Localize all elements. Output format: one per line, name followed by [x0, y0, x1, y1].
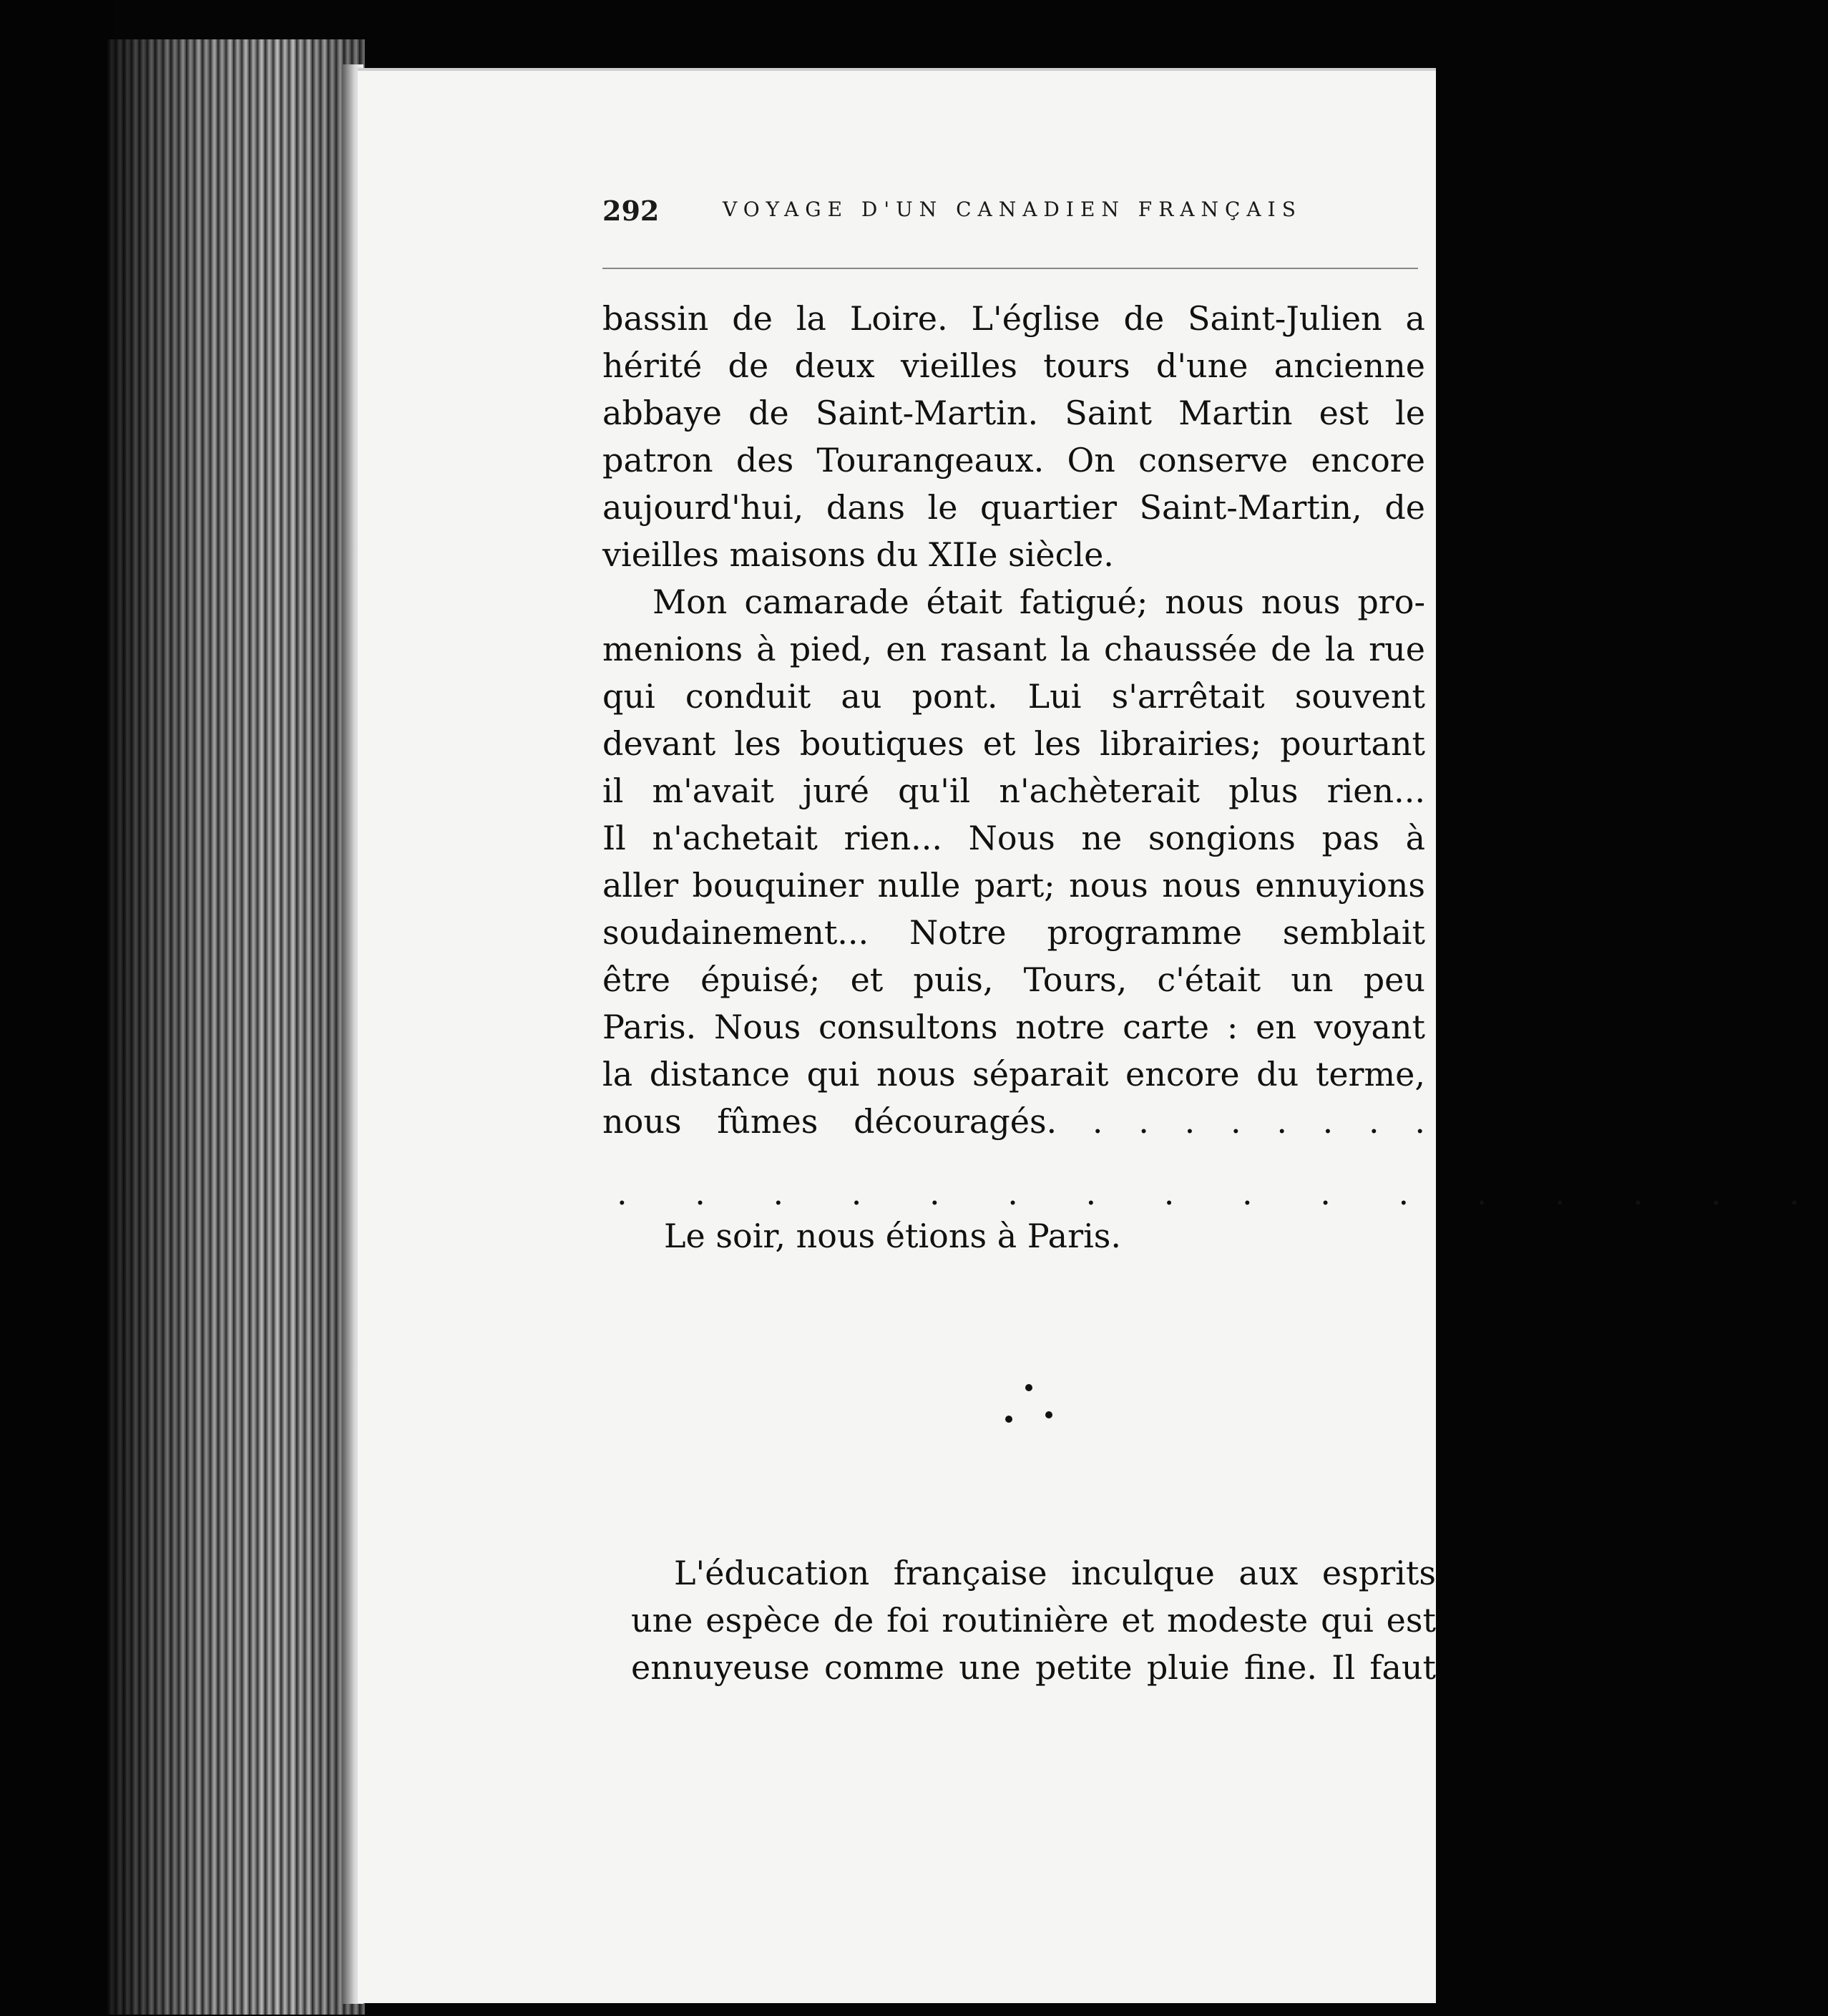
- text-line: Mon camarade était fatigué; nous nous pro-: [652, 583, 1425, 621]
- text-line: qui conduit au pont. Lui s'arrêtait souvent: [602, 677, 1425, 716]
- text-line: ennuyeuse comme une petite pluie fine. Il faut: [631, 1648, 1436, 1687]
- text-line: bassin de la Loire. L'église de Saint-Julien a: [602, 299, 1425, 338]
- asterism-ornament: [1000, 1378, 1057, 1428]
- text-line: une espèce de foi routinière et modeste qui est: [631, 1601, 1436, 1640]
- book-spine-shadow: [0, 0, 114, 2016]
- text-line: patron des Tourangeaux. On conserve encore: [602, 441, 1425, 479]
- text-line: abbaye de Saint-Martin. Saint Martin est le: [602, 394, 1425, 432]
- page-number: 292: [602, 195, 660, 227]
- closing-sentence: Le soir, nous étions à Paris.: [664, 1217, 1122, 1255]
- text-line: Paris. Nous consultons notre carte : en voyant: [602, 1008, 1425, 1046]
- text-line: être épuisé; et puis, Tours, c'était un peu: [602, 960, 1425, 999]
- text-line: nous fûmes découragés. . . . . . . . .: [602, 1102, 1425, 1141]
- text-line: il m'avait juré qu'il n'achèterait plus rien...: [602, 771, 1425, 810]
- text-line: hérité de deux vieilles tours d'une ancienne: [602, 346, 1425, 385]
- paragraph-block-main: [602, 295, 1425, 1297]
- ellipsis-line: . . . . . . . . . . . . . . . .: [617, 1174, 1828, 1212]
- text-line: devant les boutiques et les librairies; pourtant: [602, 724, 1425, 763]
- running-head: [602, 195, 1318, 238]
- header-rule: [602, 268, 1418, 269]
- text-line: vieilles maisons du XIIe siècle.: [602, 535, 1114, 574]
- text-line: aujourd'hui, dans le quartier Saint-Martin, de: [602, 488, 1425, 527]
- text-line: Il n'achetait rien... Nous ne songions pas à: [602, 819, 1425, 857]
- text-line: la distance qui nous séparait encore du terme,: [602, 1055, 1425, 1094]
- book-edge-shading: [107, 39, 365, 2015]
- text-line: aller bouquiner nulle part; nous nous ennuyions: [602, 866, 1425, 905]
- text-line: soudainement... Notre programme semblait: [602, 913, 1425, 952]
- text-line: menions à pied, en rasant la chaussée de la rue: [602, 630, 1425, 668]
- text-line: L'éducation française inculque aux esprits: [674, 1554, 1436, 1592]
- running-title: VOYAGE D'UN CANADIEN FRANÇAIS: [723, 198, 1302, 221]
- paragraph-block-secondary: [631, 1549, 1436, 1764]
